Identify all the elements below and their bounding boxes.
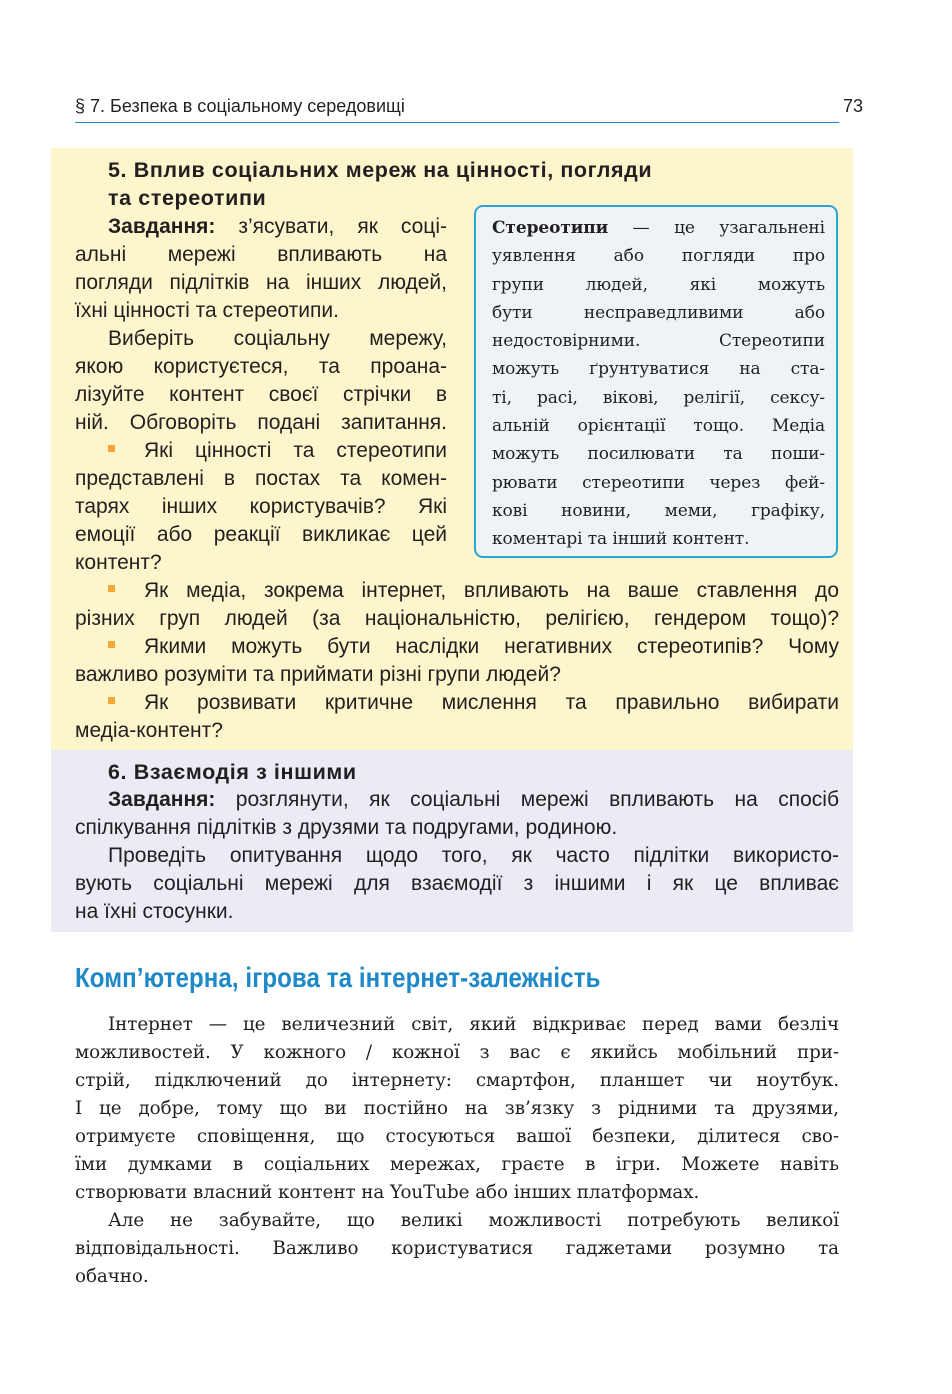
page-number: 73 [842,96,863,116]
paragraph-1: Інтернет — це величезний світ, який відкриває перед вами безліч можливостей. У кожного / кожної з вас є якийсь мобільний при- стрій, підключений до інтернету: смартфон, планшет чи ноутбук. І це добре, тому що ви постійно на зв’язку з рідними та друзями, отримуєте сповіщення, що стосуються вашої безпеки, ділитеся сво- їми думками в соціальних мережах, граєте в ігри. Можете навіть створювати власний контент на YouTube або інших платформах. [75,1014,839,1203]
task-label: Завдання: [108,788,216,811]
section-5-task: Завдання: з’ясувати, як соці- альні мережі впливають на погляди підлітків на інших людей, їхні цінності та стереотипи. [75,215,447,322]
section-6-task: Завдання: розглянути, як соціальні мережі впливають на спосіб спілкування підлітків з друзями та подругами, родиною. [75,788,839,839]
section-6-survey: Проведіть опитування щодо того, як часто підлітки використо- вують соціальні мережі для взаємодії з іншими і як це впливає на їхні стосунки. [75,844,839,923]
bullet-square-icon [108,585,115,592]
bullet-square-icon [108,697,115,704]
definition-term: Стереотипи [492,218,609,238]
section-heading: Комп’ютерна, ігрова та інтернет-залежність [75,962,601,993]
question-2: Як медіа, зокрема інтернет, впливають на ваше ставлення до різних груп людей (за національністю, релігією, гендером тощо)? [75,579,839,630]
question-4: Як розвивати критичне мислення та правильно вибирати медіа-контент? [75,691,839,742]
chapter-title: § 7. Безпека в соціальному середовищі [75,96,405,116]
running-header [75,95,863,123]
definition-text: Стереотипи — це узагальнені уявлення або погляди про групи людей, які можуть бути несправедливими або недостовірними. Стереотипи можуть ґрунтуватися на ста- ті, расі, вікові, релігії, сексу- альній орієнтації тощо. Медіа можуть посилювати та поши- рювати стереотипи через фей- кові новини, меми, графіку, коментарі та інший контент. [492,218,825,550]
paragraph-2: Але не забувайте, що великі можливості потребують великої відповідальності. Важливо користуватися гаджетами розумно та обачно. [75,1210,839,1287]
question-3: Якими можуть бути наслідки негативних стереотипів? Чому важливо розуміти та приймати різні групи людей? [75,635,839,686]
section-6-title: 6. Взаємодія з іншими [108,760,357,784]
bullet-square-icon [108,641,115,648]
question-1: Які цінності та стереотипи представлені в постах та комен- тарях інших користувачів? Які емоції або реакції викликає цей контент? [75,439,447,574]
definition-box [474,205,838,558]
section-5-title: 5. Вплив соціальних мереж на цінності, погляди та стереотипи [108,158,653,210]
task-label: Завдання: [108,215,216,238]
bullet-square-icon [108,445,115,452]
section-5-instructions: Виберіть соціальну мережу, якою користуєтеся, та проана- лізуйте контент своєї стрічки в ній. Обговоріть подані запитання. [75,327,447,434]
